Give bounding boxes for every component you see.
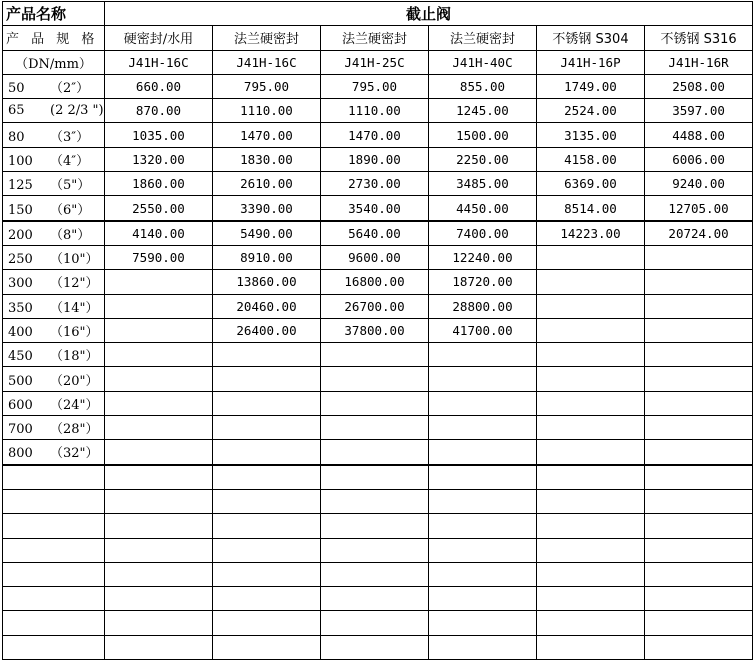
empty-cell <box>537 562 645 586</box>
price-cell: 1860.00 <box>105 172 213 196</box>
price-cell <box>645 367 753 391</box>
dn-value: 50 <box>8 81 25 97</box>
price-cell <box>537 391 645 415</box>
empty-cell <box>645 465 753 490</box>
price-cell: 5640.00 <box>321 221 429 246</box>
price-cell: 8910.00 <box>213 245 321 269</box>
price-cell: 14223.00 <box>537 221 645 246</box>
table-row <box>3 294 753 318</box>
empty-cell <box>213 611 321 635</box>
empty-cell <box>105 465 213 490</box>
col-desc: 法兰硬密封 <box>429 26 537 50</box>
price-cell <box>645 416 753 440</box>
price-cell <box>321 440 429 465</box>
inch-value: （8"） <box>50 227 91 243</box>
empty-cell <box>321 465 429 490</box>
valve-price-table <box>2 1 753 660</box>
price-cell: 3485.00 <box>429 172 537 196</box>
dn-value: 700 <box>8 422 33 438</box>
dn-value: 300 <box>8 276 33 292</box>
empty-cell <box>213 587 321 611</box>
empty-cell <box>321 538 429 562</box>
empty-cell <box>645 611 753 635</box>
price-cell: 1470.00 <box>321 123 429 147</box>
empty-cell <box>537 514 645 538</box>
empty-cell <box>645 489 753 513</box>
price-cell <box>321 391 429 415</box>
price-cell: 1749.00 <box>537 74 645 98</box>
title-row <box>3 2 753 26</box>
dn-value: 65 <box>8 103 25 119</box>
price-cell: 12240.00 <box>429 245 537 269</box>
price-cell <box>645 318 753 342</box>
price-cell: 9600.00 <box>321 245 429 269</box>
col-model: J41H-16C <box>105 50 213 74</box>
price-cell <box>645 440 753 465</box>
price-cell <box>321 367 429 391</box>
size-cell <box>3 270 105 294</box>
price-cell <box>645 343 753 367</box>
size-cell <box>3 416 105 440</box>
size-cell <box>3 294 105 318</box>
inch-value: （5"） <box>50 178 91 194</box>
price-cell <box>537 440 645 465</box>
empty-cell <box>3 465 105 490</box>
dn-value: 350 <box>8 300 33 316</box>
price-cell: 2610.00 <box>213 172 321 196</box>
price-cell: 16800.00 <box>321 270 429 294</box>
col-model: J41H-16P <box>537 50 645 74</box>
price-cell <box>429 440 537 465</box>
price-cell: 8514.00 <box>537 196 645 221</box>
empty-cell <box>537 611 645 635</box>
price-cell <box>105 270 213 294</box>
price-cell: 26700.00 <box>321 294 429 318</box>
table-row <box>3 245 753 269</box>
price-cell <box>429 367 537 391</box>
price-cell: 37800.00 <box>321 318 429 342</box>
empty-row <box>3 611 753 635</box>
size-cell <box>3 440 105 465</box>
price-cell: 2250.00 <box>429 147 537 171</box>
table-row <box>3 440 753 465</box>
size-cell <box>3 123 105 147</box>
empty-cell <box>429 538 537 562</box>
price-cell: 3597.00 <box>645 99 753 123</box>
empty-cell <box>213 514 321 538</box>
col-desc: 不锈钢 S304 <box>537 26 645 50</box>
price-cell <box>213 367 321 391</box>
empty-cell <box>3 611 105 635</box>
col-model: J41H-16R <box>645 50 753 74</box>
col-model: J41H-40C <box>429 50 537 74</box>
size-cell <box>3 343 105 367</box>
empty-cell <box>537 489 645 513</box>
price-cell: 9240.00 <box>645 172 753 196</box>
inch-value: (2 2/3 ") <box>50 103 104 119</box>
table-row <box>3 147 753 171</box>
price-cell: 13860.00 <box>213 270 321 294</box>
size-cell <box>3 245 105 269</box>
empty-row <box>3 538 753 562</box>
table-row <box>3 343 753 367</box>
price-cell: 41700.00 <box>429 318 537 342</box>
dn-value: 80 <box>8 129 25 145</box>
table-row <box>3 270 753 294</box>
price-cell: 1890.00 <box>321 147 429 171</box>
table-row <box>3 99 753 123</box>
empty-cell <box>105 611 213 635</box>
empty-cell <box>321 611 429 635</box>
dn-value: 450 <box>8 349 33 365</box>
price-cell: 28800.00 <box>429 294 537 318</box>
inch-value: （16"） <box>50 325 99 340</box>
inch-value: （32"） <box>50 446 99 462</box>
inch-value: （3″） <box>50 129 90 145</box>
price-cell: 5490.00 <box>213 221 321 246</box>
price-cell: 1500.00 <box>429 123 537 147</box>
dn-value: 250 <box>8 252 33 268</box>
price-cell: 1470.00 <box>213 123 321 147</box>
table-row <box>3 221 753 246</box>
price-cell: 4488.00 <box>645 123 753 147</box>
price-cell <box>105 294 213 318</box>
dn-value: 600 <box>8 397 33 413</box>
empty-cell <box>213 562 321 586</box>
table-row <box>3 123 753 147</box>
inch-value: （18"） <box>50 349 99 365</box>
spec-label: 产 品 规 格 <box>3 26 105 50</box>
col-desc: 法兰硬密封 <box>213 26 321 50</box>
size-cell <box>3 221 105 246</box>
model-row <box>3 50 753 74</box>
inch-value: （28"） <box>50 422 99 438</box>
price-cell: 870.00 <box>105 99 213 123</box>
inch-value: （12"） <box>50 276 99 292</box>
empty-cell <box>213 538 321 562</box>
empty-cell <box>429 465 537 490</box>
table-row <box>3 74 753 98</box>
size-cell <box>3 367 105 391</box>
price-cell: 1110.00 <box>213 99 321 123</box>
table-row <box>3 391 753 415</box>
price-cell <box>645 294 753 318</box>
empty-cell <box>105 562 213 586</box>
empty-cell <box>105 489 213 513</box>
dn-value: 800 <box>8 446 33 462</box>
size-cell <box>3 172 105 196</box>
dn-value: 400 <box>8 325 33 340</box>
price-cell: 855.00 <box>429 74 537 98</box>
empty-cell <box>3 587 105 611</box>
inch-value: （24"） <box>50 397 99 413</box>
size-cell <box>3 318 105 342</box>
price-cell: 7400.00 <box>429 221 537 246</box>
price-cell: 26400.00 <box>213 318 321 342</box>
empty-cell <box>429 562 537 586</box>
empty-cell <box>321 514 429 538</box>
price-cell <box>105 391 213 415</box>
price-cell <box>105 416 213 440</box>
table-row <box>3 196 753 221</box>
price-cell <box>537 367 645 391</box>
empty-row <box>3 562 753 586</box>
price-cell: 3135.00 <box>537 123 645 147</box>
empty-cell <box>213 465 321 490</box>
price-cell <box>213 416 321 440</box>
empty-cell <box>429 611 537 635</box>
price-cell <box>537 294 645 318</box>
price-cell <box>537 416 645 440</box>
inch-value: （6"） <box>50 202 91 218</box>
price-cell <box>213 343 321 367</box>
price-cell: 18720.00 <box>429 270 537 294</box>
price-cell: 660.00 <box>105 74 213 98</box>
price-cell <box>105 440 213 465</box>
empty-row <box>3 587 753 611</box>
product-name-header: 产品名称 <box>3 2 105 26</box>
size-cell <box>3 99 105 123</box>
price-cell <box>213 391 321 415</box>
inch-value: （20"） <box>50 373 99 389</box>
col-model: J41H-16C <box>213 50 321 74</box>
price-cell: 1830.00 <box>213 147 321 171</box>
price-cell: 1110.00 <box>321 99 429 123</box>
empty-cell <box>645 587 753 611</box>
price-cell: 6369.00 <box>537 172 645 196</box>
empty-cell <box>645 514 753 538</box>
price-cell <box>105 343 213 367</box>
valve-group-title: 截止阀 <box>105 2 753 26</box>
empty-row <box>3 465 753 490</box>
empty-cell <box>537 538 645 562</box>
dn-value: 100 <box>8 153 33 169</box>
price-cell: 2550.00 <box>105 196 213 221</box>
empty-cell <box>645 538 753 562</box>
price-cell: 3390.00 <box>213 196 321 221</box>
col-desc: 硬密封/水用 <box>105 26 213 50</box>
empty-cell <box>105 587 213 611</box>
empty-row <box>3 489 753 513</box>
price-cell: 795.00 <box>213 74 321 98</box>
price-cell: 4158.00 <box>537 147 645 171</box>
empty-cell <box>3 514 105 538</box>
price-cell <box>105 318 213 342</box>
price-cell <box>645 391 753 415</box>
price-cell: 7590.00 <box>105 245 213 269</box>
price-cell: 4450.00 <box>429 196 537 221</box>
empty-cell <box>3 489 105 513</box>
empty-row <box>3 514 753 538</box>
price-cell <box>321 416 429 440</box>
price-cell <box>105 367 213 391</box>
price-cell: 2730.00 <box>321 172 429 196</box>
price-cell <box>645 270 753 294</box>
price-cell <box>429 416 537 440</box>
empty-cell <box>429 514 537 538</box>
price-cell <box>537 245 645 269</box>
price-cell: 20724.00 <box>645 221 753 246</box>
empty-cell <box>3 562 105 586</box>
price-cell: 3540.00 <box>321 196 429 221</box>
price-cell: 2508.00 <box>645 74 753 98</box>
price-cell <box>537 270 645 294</box>
dn-value: 150 <box>8 202 33 218</box>
empty-cell <box>321 562 429 586</box>
price-cell: 20460.00 <box>213 294 321 318</box>
inch-value: （4″） <box>50 153 90 169</box>
empty-cell <box>321 587 429 611</box>
inch-value: （14"） <box>50 300 99 316</box>
price-cell <box>537 343 645 367</box>
table-row <box>3 367 753 391</box>
empty-cell <box>105 514 213 538</box>
col-model: J41H-25C <box>321 50 429 74</box>
table-row <box>3 318 753 342</box>
empty-cell <box>321 489 429 513</box>
inch-value: （10"） <box>50 252 99 268</box>
price-cell <box>537 318 645 342</box>
empty-cell <box>105 538 213 562</box>
price-cell: 1035.00 <box>105 123 213 147</box>
size-cell <box>3 196 105 221</box>
price-cell: 4140.00 <box>105 221 213 246</box>
empty-cell <box>645 562 753 586</box>
price-cell: 2524.00 <box>537 99 645 123</box>
size-cell <box>3 147 105 171</box>
table-row <box>3 416 753 440</box>
size-cell <box>3 74 105 98</box>
price-cell <box>429 343 537 367</box>
col-desc: 不锈钢 S316 <box>645 26 753 50</box>
empty-cell <box>537 465 645 490</box>
table-row <box>3 172 753 196</box>
price-cell <box>645 245 753 269</box>
dn-value: 500 <box>8 373 33 389</box>
price-cell: 1245.00 <box>429 99 537 123</box>
empty-cell <box>213 489 321 513</box>
price-cell: 1320.00 <box>105 147 213 171</box>
price-cell <box>321 343 429 367</box>
size-cell <box>3 391 105 415</box>
price-cell: 6006.00 <box>645 147 753 171</box>
empty-cell <box>3 538 105 562</box>
empty-cell <box>537 587 645 611</box>
dn-value: 200 <box>8 227 33 243</box>
price-cell: 795.00 <box>321 74 429 98</box>
empty-cell <box>429 489 537 513</box>
col-desc: 法兰硬密封 <box>321 26 429 50</box>
dn-value: 125 <box>8 178 33 194</box>
price-cell <box>213 440 321 465</box>
price-cell <box>429 391 537 415</box>
unit-label: （DN/mm） <box>3 50 105 74</box>
desc-row <box>3 26 753 50</box>
inch-value: （2″） <box>50 81 90 97</box>
empty-cell <box>429 587 537 611</box>
price-cell: 12705.00 <box>645 196 753 221</box>
